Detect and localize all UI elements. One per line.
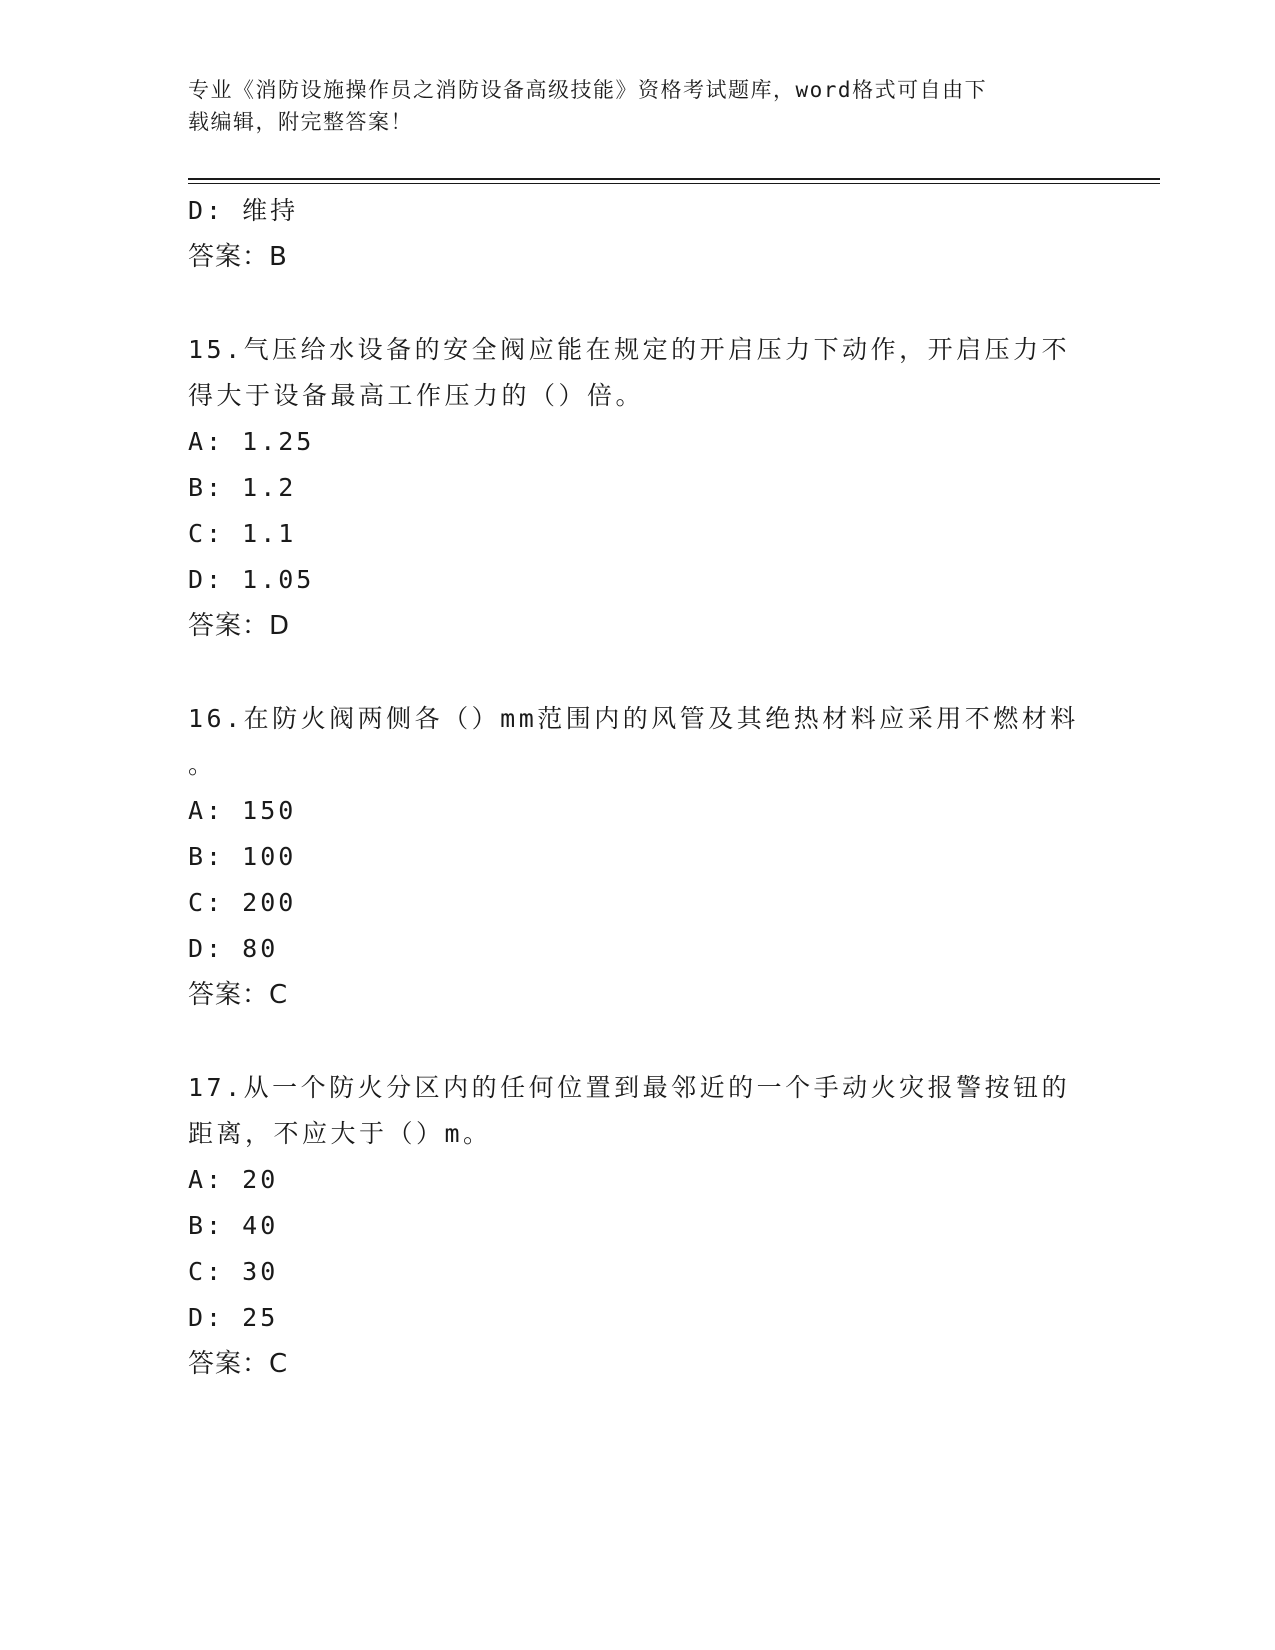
continued-question — [188, 188, 1088, 280]
option-a: A: 20 — [188, 1165, 279, 1194]
answer-line: 答案：D — [188, 611, 291, 641]
option-d: D: 维持 — [188, 196, 299, 225]
question-stem-continued: 距离，不应大于（）m。 — [188, 1119, 492, 1148]
answer-line: 答案：B — [188, 242, 288, 272]
question-17 — [188, 1065, 1088, 1387]
spacer — [188, 280, 1088, 327]
option-b: B: 40 — [188, 1211, 279, 1240]
question-stem-continued: 得大于设备最高工作压力的（）倍。 — [188, 381, 645, 410]
question-stem-continued: 。 — [188, 750, 217, 779]
question-stem: 17.从一个防火分区内的任何位置到最邻近的一个手动火灾报警按钮的 — [188, 1073, 1071, 1102]
question-list — [188, 188, 1088, 1387]
option-a: A: 1.25 — [188, 427, 315, 456]
question-15 — [188, 327, 1088, 649]
option-d: D: 25 — [188, 1303, 279, 1332]
question-stem: 15.气压给水设备的安全阀应能在规定的开启压力下动作，开启压力不 — [188, 335, 1071, 364]
header-divider-thin — [188, 183, 1160, 184]
page-header — [188, 74, 1088, 138]
question-stem: 16.在防火阀两侧各（）mm范围内的风管及其绝热材料应采用不燃材料 — [188, 704, 1079, 733]
header-line-1: 专业《消防设施操作员之消防设备高级技能》资格考试题库，word格式可自由下 — [188, 78, 988, 102]
spacer — [188, 1018, 1088, 1065]
option-a: A: 150 — [188, 796, 297, 825]
option-d: D: 1.05 — [188, 565, 315, 594]
option-c: C: 200 — [188, 888, 297, 917]
option-b: B: 1.2 — [188, 473, 297, 502]
header-divider-thick — [188, 178, 1160, 180]
answer-line: 答案：C — [188, 980, 289, 1010]
answer-line: 答案：C — [188, 1349, 289, 1379]
question-16 — [188, 696, 1088, 1018]
option-b: B: 100 — [188, 842, 297, 871]
option-d: D: 80 — [188, 934, 279, 963]
spacer — [188, 649, 1088, 696]
header-line-2: 载编辑，附完整答案！ — [188, 110, 413, 134]
option-c: C: 30 — [188, 1257, 279, 1286]
option-c: C: 1.1 — [188, 519, 297, 548]
